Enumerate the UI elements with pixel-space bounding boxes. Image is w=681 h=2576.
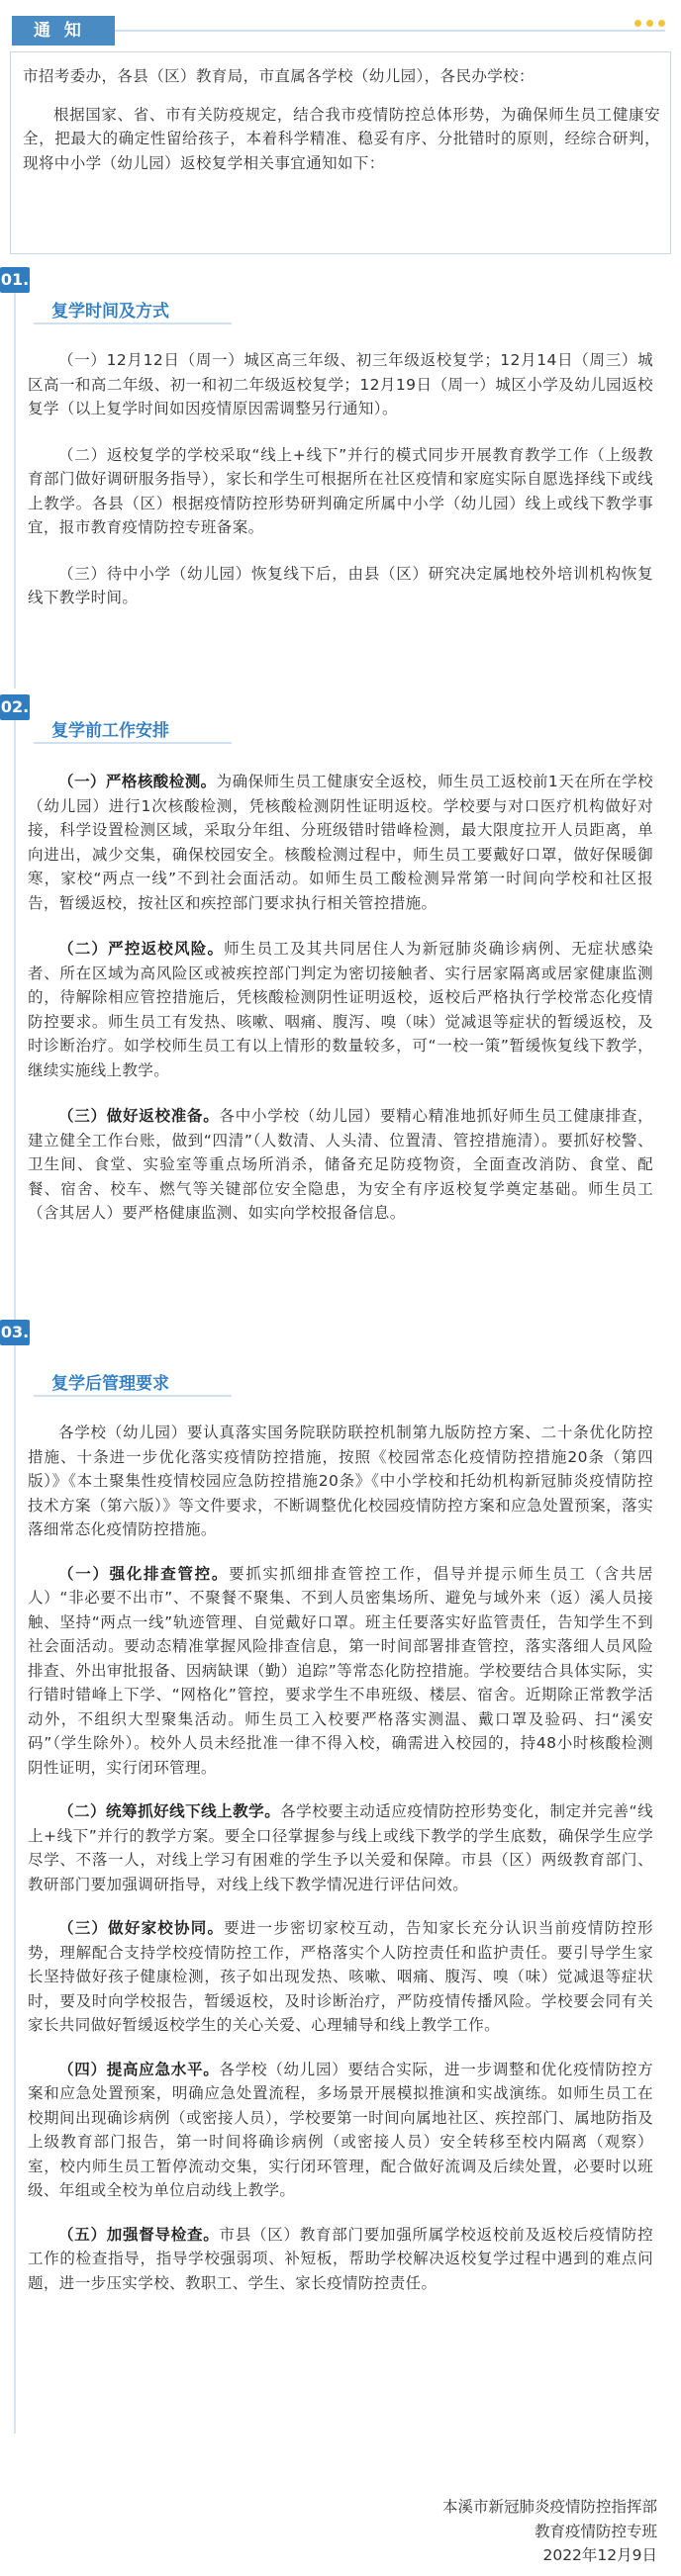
signature-org: 本溪市新冠肺炎疫情防控指挥部 bbox=[441, 2498, 657, 2516]
section-underline bbox=[34, 322, 232, 324]
section-number-02: 02. bbox=[0, 694, 30, 720]
section-number-01: 01. bbox=[0, 267, 30, 293]
paragraph: （五）加强督导检查。市县（区）教育部门要加强所属学校返校前及返校后疫情防控工作的检查指导，指导学校强弱项、补短板，帮助学校解决返校复学过程中遇到的难点问题，进一步压实学校、教职工、学生、家长疫情防控责任。 bbox=[28, 2225, 653, 2292]
section-underline bbox=[34, 742, 232, 744]
paragraph: （一）强化排查管控。要抓实抓细排查管控工作，倡导并提示师生员工（含共居人）“非必要不出市”、不聚餐不聚集、不到人员密集场所、避免与域外来（返）溪人员接触、坚持“两点一线”轨迹管理、自觉戴好口罩。班主任要落实好监管责任，告知学生不到社会面活动。要动态精准掌握风险排查信息，第一时间部署排查管控，落实落细人员风险排查、外出审批报备、因病缺课（勤）追踪”等常态化防控措施。学校要结合具体实际，实行错时错峰上下学、“网格化”管控，要求学生不串班级、楼层、宿舍。近期除正常教学活动外，不组织大型聚集活动。师生员工入校要严格落实测温、戴口罩及验码、扫“溪安码”（学生除外）。校外人员未经批准一律不得入校，确需进入校园的，持48小时核酸检测阴性证明，实行闭环管理。 bbox=[28, 1564, 653, 1777]
signature-org: 教育疫情防控专班 bbox=[534, 2522, 657, 2540]
intro-box bbox=[10, 51, 671, 254]
intro-text bbox=[23, 64, 660, 175]
section-title-03: 复学后管理要求 bbox=[51, 1374, 169, 1394]
section-underline bbox=[34, 1395, 232, 1397]
paragraph: （二）返校复学的学校采取“线上+线下”并行的模式同步开展教育教学工作（上级教育部门做好调研服务指导），家长和学生可根据所在社区疫情和家庭实际自愿选择线下或线上教学。各县（区）根据疫情防控形势研判确定所属中小学（幼儿园）线上或线下教学事宜，报市教育疫情防控专班备案。 bbox=[28, 445, 653, 536]
section-title-01: 复学时间及方式 bbox=[51, 302, 169, 322]
paragraph: （四）提高应急水平。各学校（幼儿园）要结合实际，进一步调整和优化疫情防控方案和应急处置预案，明确应急处置流程，多场景开展模拟推演和实战演练。如师生员工在校期间出现确诊病例（或密接人员），学校要第一时间向属地社区、疾控部门、属地防指及上级教育部门报告，第一时间将确诊病例（或密接人员）安全转移至校内隔离（观察）室，校内师生员工暂停流动交集，实行闭环管理，配合做好流调及后续处置，必要时以班级、年组或全校为单位启动线上教学。 bbox=[28, 2060, 653, 2199]
decor-dots-icon bbox=[630, 12, 665, 31]
title-bar bbox=[0, 8, 681, 51]
section-01-body bbox=[10, 336, 671, 689]
paragraph: （二）严控返校风险。师生员工及其共同居住人为新冠肺炎确诊病例、无症状感染者、所在区域为高风险区或被疾控部门判定为密切接触者、实行居家隔离或居家健康监测的，待解除相应管控措施后，凭核酸检测阴性证明返校，返校后严格执行学校常态化疫情防控要求。师生员工有发热、咳嗽、咽痛、腹泻、嗅（味）觉减退等症状的暂缓返校，及时诊断治疗。如学校师生员工有以上情形的数量较多，可“一校一策”暂缓恢复线下教学，继续实施线上教学。 bbox=[28, 940, 653, 1079]
paragraph: （一）12月12日（周一）城区高三年级、初三年级返校复学；12月14日（周三）城区高一和高二年级、初一和初二年级返校复学；12月19日（周一）城区小学及幼儿园返校复学（以上复学时间如因疫情原因需调整另行通知）。 bbox=[28, 351, 653, 417]
paragraph: （三）做好家校协同。要进一步密切家校互动，告知家长充分认识当前疫情防控形势，理解配合支持学校疫情防控工作，严格落实个人防控责任和监护责任。要引导学生家长坚持做好孩子健康检测，孩子如出现发热、咳嗽、咽痛、腹泻、嗅（味）觉减退等症状时，要及时向学校报告，暂缓返校，及时诊断治疗，严防疫情传播风险。学校要会同有关家长共同做好暂缓返校学生的关心关爱、心理辅导和线上教学工作。 bbox=[28, 1919, 653, 2034]
section-number-03: 03. bbox=[0, 1320, 30, 1345]
section-03-body bbox=[10, 1415, 671, 2461]
paragraph: （三）做好返校准备。各中小学校（幼儿园）要精心精准地抓好师生员工健康排查，建立健全工作台账，做到“四清”（人数清、人头清、位置清、管控措施清）。要抓好校警、卫生间、食堂、实验室等重点场所消杀，储备充足防疫物资，全面查改消防、食堂、配餐、宿舍、校车、燃气等关键部位安全隐患，为安全有序返校复学奠定基础。师生员工（含其居人）要严格健康监测、如实向学校报备信息。 bbox=[28, 1107, 653, 1222]
section-02-body bbox=[10, 760, 671, 1442]
signature-date: 2022年12月9日 bbox=[542, 2546, 657, 2564]
paragraph: （一）严格核酸检测。为确保师生员工健康安全返校，师生员工返校前1天在所在学校（幼儿园）进行1次核酸检测，凭核酸检测阴性证明返校。学校要与对口医疗机构做好对接，科学设置检测区域，采取分年组、分班级错时错峰检测，最大限度拉开人员距离，单向进出，减少交集，确保校园安全。核酸检测过程中，师生员工要戴好口罩，做好保暖御寒，家校“两点一线”不到社会面活动。如师生员工酸检测异常第一时间向学校和社区报告，暂缓返校，按社区和疾控部门要求执行相关管控措施。 bbox=[28, 773, 653, 912]
notice-title: 通 知 bbox=[12, 16, 115, 46]
section-title-02: 复学前工作安排 bbox=[51, 721, 169, 741]
paragraph: （二）统筹抓好线下线上教学。各学校要主动适应疫情防控形势变化，制定并完善“线上+线下”并行的教学方案。要全口径掌握参与线上或线下教学的学生底数，确保学生应学尽学、不落一人，对线上学习有困难的学生予以关爱和保障。市县（区）两级教育部门、教研部门要加强调研指导，对线上线下教学情况进行评估问效。 bbox=[28, 1802, 653, 1893]
salutation: 市招考委办，各县（区）教育局，市直属各学校（幼儿园），各民办学校： bbox=[23, 67, 535, 85]
paragraph: （三）待中小学（幼儿园）恢复线下后，由县（区）研究决定属地校外培训机构恢复线下教学时间。 bbox=[28, 564, 653, 606]
title-divider bbox=[115, 30, 665, 32]
paragraph: 各学校（幼儿园）要认真落实国务院联防联控机制第九版防控方案、二十条优化防控措施、十条进一步优化落实疫情防控措施，按照《校园常态化疫情防控措施20条（第四版）》《本土聚集性疫情校园应急防控措施20条》《中小学校和托幼机构新冠肺炎疫情防控技术方案（第六版）》等文件要求，不断调整优化校园疫情防控方案和应急处置预案，落实落细常态化疫情防控措施。 bbox=[28, 1424, 653, 1538]
signature bbox=[442, 2495, 657, 2568]
intro-body: 根据国家、省、市有关防疫规定，结合我市疫情防控总体形势，为确保师生员工健康安全，把最大的确定性留给孩子，本着科学精准、稳妥有序、分批错时的原则，经综合研判，现将中小学（幼儿园）返校复学相关事宜通知如下： bbox=[23, 105, 660, 172]
